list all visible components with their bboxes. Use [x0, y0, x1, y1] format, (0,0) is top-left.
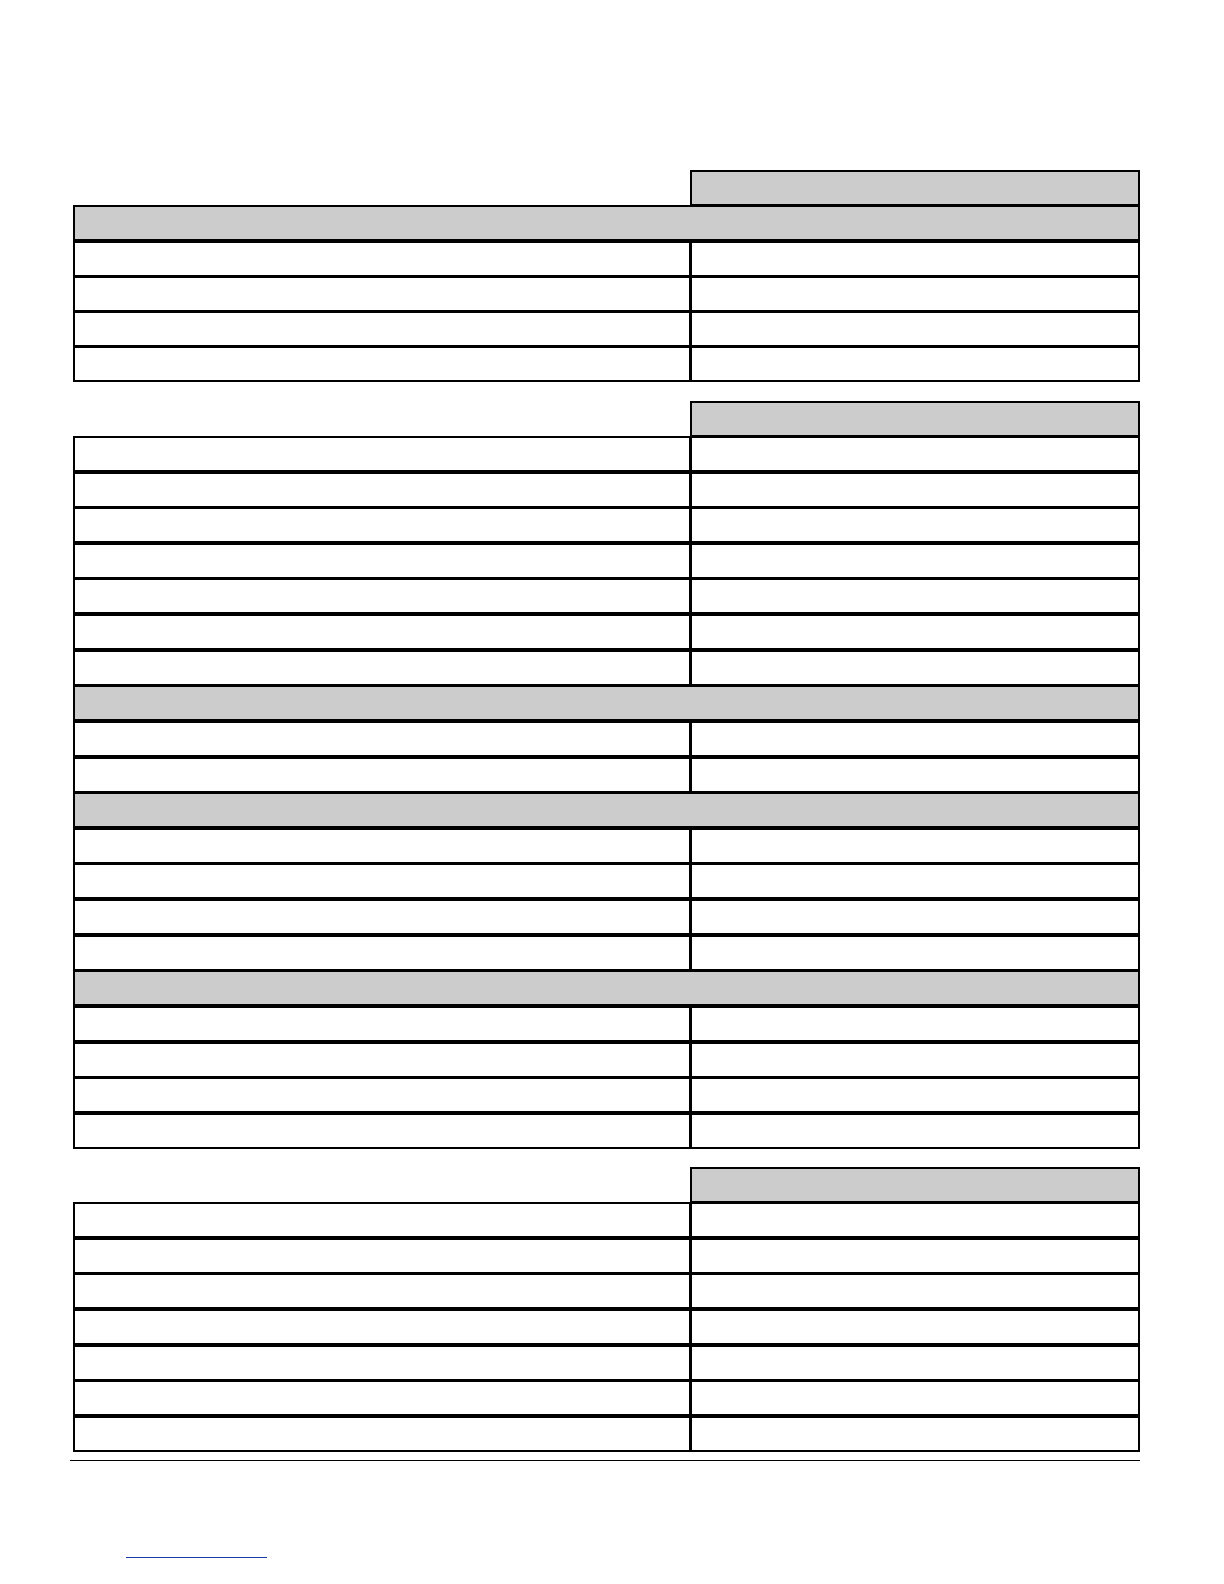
column-header — [690, 170, 1140, 206]
row-value — [690, 1273, 1140, 1309]
row-label — [73, 346, 691, 382]
row-label — [73, 578, 691, 614]
table-row — [73, 543, 1140, 579]
row-label — [73, 436, 691, 472]
row-label — [73, 1238, 691, 1274]
row-value — [690, 241, 1140, 277]
table-row — [73, 828, 1140, 864]
row-value — [690, 1416, 1140, 1452]
row-label — [73, 757, 691, 793]
row-label — [73, 472, 691, 508]
row-label — [73, 1380, 691, 1416]
table-row — [73, 1416, 1140, 1452]
row-value — [690, 1113, 1140, 1149]
row-label — [73, 507, 691, 543]
row-label — [73, 1042, 691, 1078]
row-value — [690, 1238, 1140, 1274]
row-value — [690, 863, 1140, 899]
table-row — [73, 1345, 1140, 1381]
row-value — [690, 543, 1140, 579]
row-label — [73, 1202, 691, 1238]
row-label — [73, 1416, 691, 1452]
row-label — [73, 828, 691, 864]
table-row — [73, 1042, 1140, 1078]
table-row — [73, 578, 1140, 614]
row-label — [73, 276, 691, 312]
row-value — [690, 436, 1140, 472]
table-row — [73, 614, 1140, 650]
table-row — [73, 721, 1140, 757]
section-header — [73, 970, 1140, 1006]
table-row — [73, 472, 1140, 508]
table-row — [73, 899, 1140, 935]
row-label — [73, 863, 691, 899]
footer-divider — [70, 1460, 1140, 1461]
row-value — [690, 578, 1140, 614]
column-header — [690, 1167, 1140, 1203]
table-row — [73, 1113, 1140, 1149]
row-value — [690, 311, 1140, 347]
row-value — [690, 1042, 1140, 1078]
table-row — [73, 863, 1140, 899]
section-header — [73, 685, 1140, 721]
row-value — [690, 935, 1140, 971]
row-value — [690, 1077, 1140, 1113]
row-label — [73, 1113, 691, 1149]
row-label — [73, 1077, 691, 1113]
row-value — [690, 757, 1140, 793]
row-label — [73, 543, 691, 579]
section-header — [73, 205, 1140, 241]
table-row — [73, 757, 1140, 793]
table-row — [73, 1238, 1140, 1274]
row-value — [690, 346, 1140, 382]
row-label — [73, 1006, 691, 1042]
table-row — [73, 507, 1140, 543]
row-label — [73, 614, 691, 650]
table-row — [73, 1273, 1140, 1309]
table-row — [73, 1202, 1140, 1238]
row-value — [690, 721, 1140, 757]
row-label — [73, 935, 691, 971]
table-row — [73, 436, 1140, 472]
row-value — [690, 1345, 1140, 1381]
row-value — [690, 614, 1140, 650]
section-header — [73, 792, 1140, 828]
table-row — [73, 276, 1140, 312]
row-label — [73, 1273, 691, 1309]
row-value — [690, 507, 1140, 543]
table-row — [73, 241, 1140, 277]
row-value — [690, 1309, 1140, 1345]
row-label — [73, 1345, 691, 1381]
table-row — [73, 1309, 1140, 1345]
row-label — [73, 650, 691, 686]
row-label — [73, 1309, 691, 1345]
table-row — [73, 311, 1140, 347]
row-label — [73, 241, 691, 277]
table-row — [73, 1380, 1140, 1416]
row-label — [73, 899, 691, 935]
table-row — [73, 1077, 1140, 1113]
row-value — [690, 828, 1140, 864]
row-value — [690, 899, 1140, 935]
row-value — [690, 1202, 1140, 1238]
row-label — [73, 721, 691, 757]
table-row — [73, 935, 1140, 971]
row-value — [690, 1006, 1140, 1042]
row-value — [690, 276, 1140, 312]
row-label — [73, 311, 691, 347]
column-header — [690, 401, 1140, 437]
row-value — [690, 650, 1140, 686]
table-row — [73, 650, 1140, 686]
row-value — [690, 472, 1140, 508]
row-value — [690, 1380, 1140, 1416]
table-row — [73, 346, 1140, 382]
footer-link[interactable] — [126, 1557, 267, 1558]
table-row — [73, 1006, 1140, 1042]
